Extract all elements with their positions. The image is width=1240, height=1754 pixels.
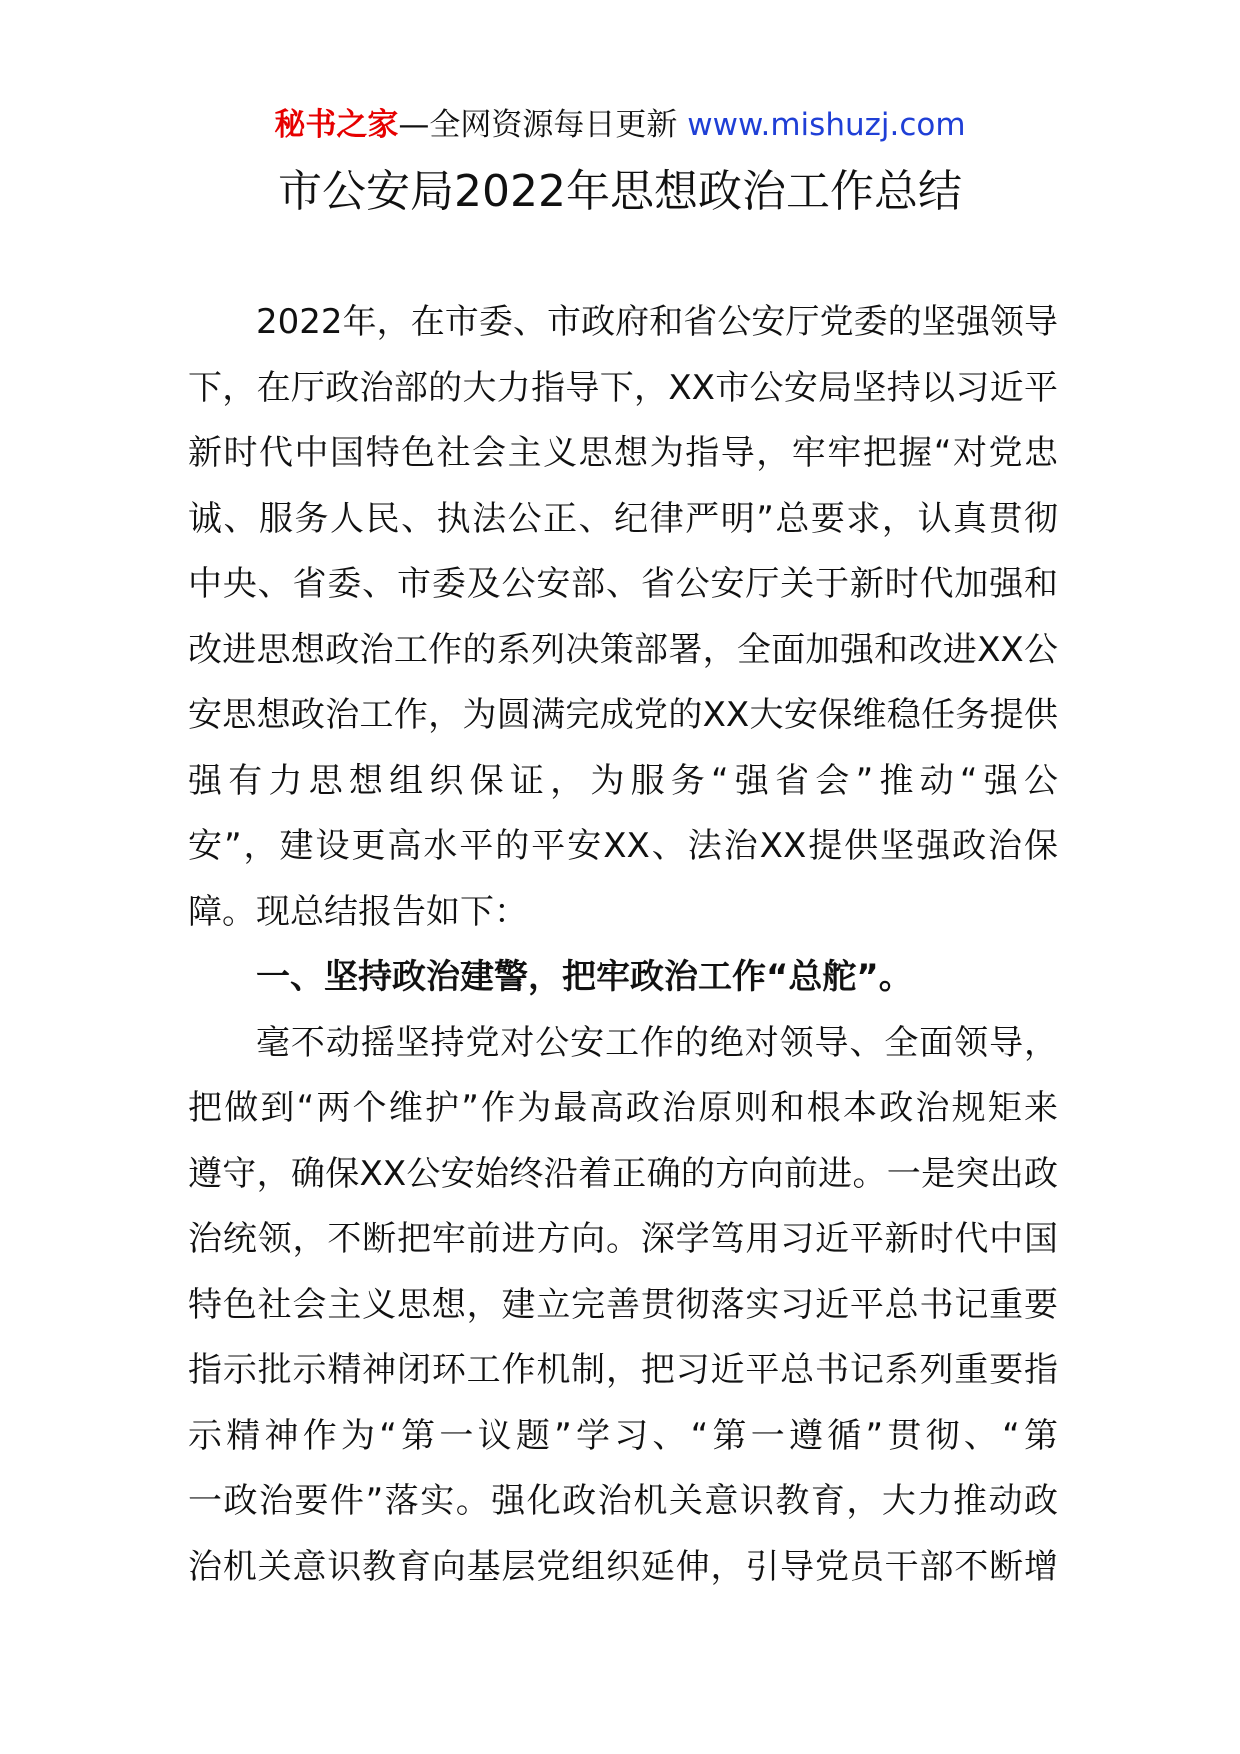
site-header (0, 103, 1240, 147)
paragraph-line: 新时代中国特色社会主义思想为指导，牢牢把握“对党忠 (188, 433, 1058, 473)
paragraph-line: 特色社会主义思想，建立完善贯彻落实习近平总书记重要 (188, 1284, 1058, 1325)
paragraph-line: 2022年，在市委、市政府和省公安厅党委的坚强领导 (256, 302, 1058, 342)
paragraph-line: 下，在厅政治部的大力指导下，XX市公安局坚持以习近平 (188, 367, 1058, 408)
document-body (188, 290, 1058, 1600)
paragraph-line: 安”，建设更高水平的平安XX、法治XX提供坚强政治保 (188, 826, 1058, 866)
paragraph-line: 遵守，确保XX公安始终沿着正确的方向前进。一是突出政 (188, 1153, 1058, 1194)
paragraph-line: 指示批示精神闭环工作机制，把习近平总书记系列重要指 (188, 1350, 1058, 1390)
section-heading: 一、坚持政治建警，把牢政治工作“总舵”。 (256, 957, 913, 997)
site-tagline: —全网资源每日更新 (398, 107, 688, 143)
paragraph-line: 改进思想政治工作的系列决策部署，全面加强和改进XX公 (188, 629, 1058, 670)
site-url-link[interactable]: www.mishuzj.com (687, 107, 966, 143)
paragraph-line: 障。现总结报告如下： (188, 891, 528, 932)
paragraph-line: 一政治要件”落实。强化政治机关意识教育，大力推动政 (188, 1481, 1058, 1521)
site-name: 秘书之家 (274, 107, 399, 143)
document-title: 市公安局2022年思想政治工作总结 (278, 166, 962, 217)
paragraph-line: 示精神作为“第一议题”学习、“第一遵循”贯彻、“第 (188, 1415, 1058, 1456)
paragraph-line: 强有力思想组织保证，为服务“强省会”推动“强公 (188, 760, 1058, 801)
paragraph-line: 治机关意识教育向基层党组织延伸，引导党员干部不断增 (188, 1546, 1058, 1587)
paragraph-line: 安思想政治工作，为圆满完成党的XX大安保维稳任务提供 (188, 695, 1058, 735)
paragraph-line: 治统领，不断把牢前进方向。深学笃用习近平新时代中国 (188, 1219, 1058, 1259)
paragraph-line: 诚、服务人民、执法公正、纪律严明”总要求，认真贯彻 (188, 498, 1058, 539)
paragraph-line: 中央、省委、市委及公安部、省公安厅关于新时代加强和 (188, 564, 1058, 604)
paragraph-line: 把做到“两个维护”作为最高政治原则和根本政治规矩来 (188, 1088, 1058, 1128)
paragraph-line: 毫不动摇坚持党对公安工作的绝对领导、全面领导， (256, 1022, 1058, 1063)
